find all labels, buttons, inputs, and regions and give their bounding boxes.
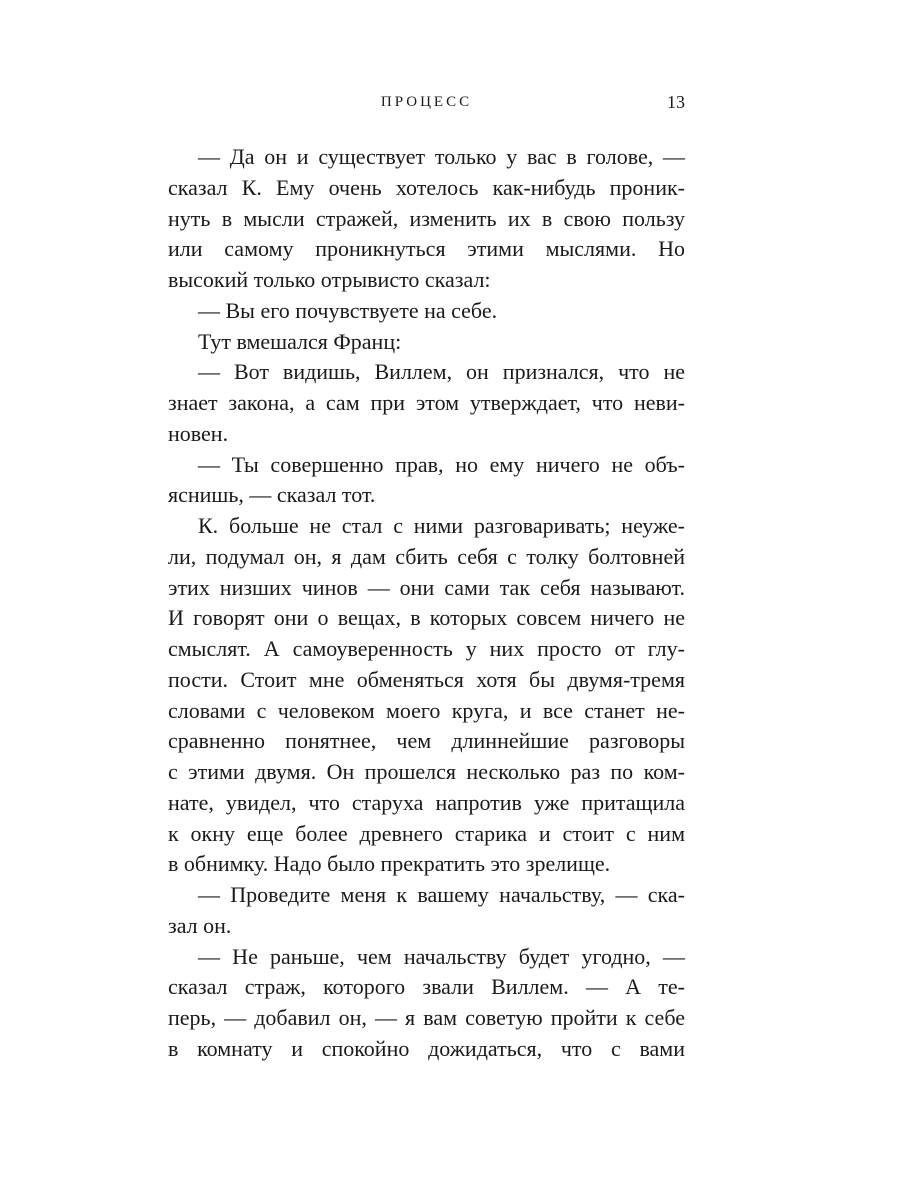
text-line: с этими двумя. Он прошелся несколько раз по ком- [168,759,685,784]
text-line: нуть в мысли стражей, изменить их в свою пользу [168,205,685,231]
text-line: смыслят. А самоуверенность у них просто от глу- [168,636,685,661]
text-line: — Не раньше, чем начальству будет угодно, — [198,943,685,969]
text-line: словами с человеком моего круга, и все станет не- [168,697,685,723]
text-line: — Вы его почувствуете на себе. [198,297,498,323]
text-line: к окну еще более древнего старика и стоит с ним [168,820,685,846]
text-line: или самому проникнуться этими мыслями. Но [168,236,685,262]
running-header [168,92,685,116]
text-line: сказал страж, которого звали Виллем. — А те- [168,974,685,1000]
text-line: знает закона, а сам при этом утверждает, что неви- [168,390,685,415]
text-line: зал он. [168,912,232,938]
text-line: высокий только отрывисто сказал: [168,267,491,292]
body-text [168,142,685,1065]
text-line: пости. Стоит мне обменяться хотя бы двумя-тремя [168,666,685,692]
text-line: нате, увидел, что старуха напротив уже притащила [168,789,685,815]
text-line: сказал К. Ему очень хотелось как-нибудь проник- [168,174,685,200]
text-line: — Ты совершенно прав, но ему ничего не объ- [198,451,685,477]
text-line: в обнимку. Надо было прекратить это зрелище. [168,851,611,877]
text-line: Тут вмешался Франц: [198,328,402,354]
text-line: перь, — добавил он, — я вам советую пройти к себе [168,1005,685,1030]
text-line: — Да он и существует только у вас в голове, — [198,144,685,169]
page-number: 13 [667,92,685,112]
text-line: этих низших чинов — они сами так себя называют. [168,574,685,600]
text-line: И говорят они о вещах, в которых совсем ничего не [168,605,685,631]
text-line: — Проведите меня к вашему начальству, — ска- [198,882,685,907]
text-line: новен. [168,420,229,446]
text-line: яснишь, — сказал тот. [168,482,376,508]
text-line: сравненно понятнее, чем длиннейшие разговоры [168,728,685,754]
text-line: в комнату и спокойно дожидаться, что с вами [168,1035,685,1061]
text-line: — Вот видишь, Виллем, он признался, что не [198,359,685,385]
text-line: ли, подумал он, я дам сбить себя с толку болтовней [168,543,685,569]
text-line: К. больше не стал с ними разговаривать; неуже- [198,513,685,538]
running-title: ПРОЦЕСС [380,94,473,110]
